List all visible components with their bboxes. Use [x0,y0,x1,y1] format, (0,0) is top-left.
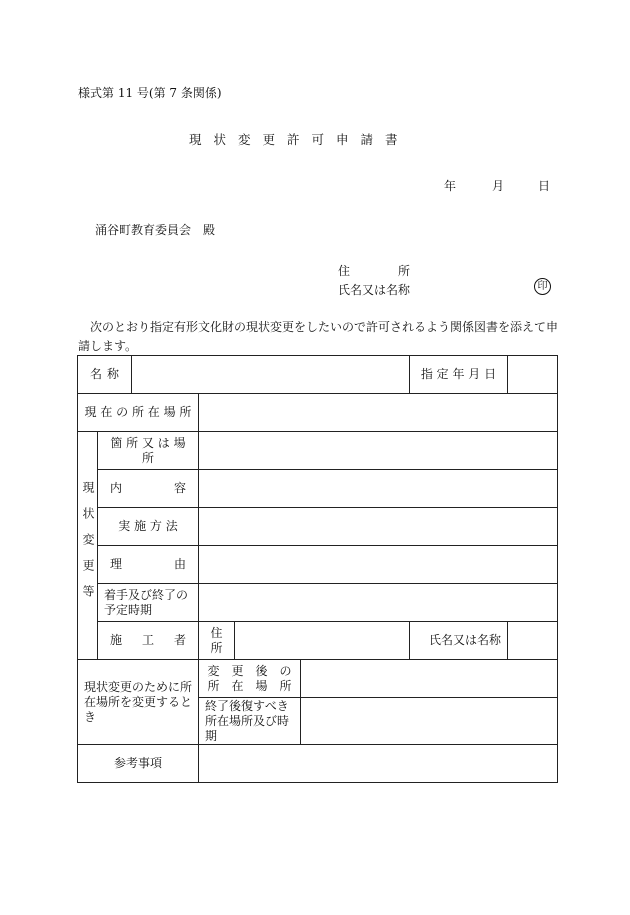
method-label: 実 施 方 法 [98,508,199,546]
date-year-label: 年 [444,179,457,193]
reason-value[interactable] [199,546,558,584]
contractor-address-label: 住 所 [199,622,235,660]
contractor-label-2: 工 [141,633,154,647]
request-statement: 次のとおり指定有形文化財の現状変更をしたいので許可されるよう関係図書を添えて申請します。 [78,320,559,353]
seal-mark: 印 [534,278,551,295]
schedule-label: 着手及び終了の予定時期 [98,584,199,622]
contractor-name-value[interactable] [508,622,558,660]
application-table [77,355,558,783]
restore-value[interactable] [301,698,558,745]
name-label-2: 称 [106,367,119,381]
reference-label: 参考事項 [78,745,199,783]
reason-label-1: 理 [110,557,123,571]
date-day-label: 日 [538,179,551,193]
applicant-address-label-1: 住 [338,264,351,278]
date-month-label: 月 [492,179,505,193]
name-label-1: 名 [90,367,103,381]
location-label: 箇 所 又 は 場 所 [98,432,199,470]
reason-label-2: 由 [173,557,186,571]
restore-label: 終了後復すべき所在場所及び時期 [199,698,301,745]
new-location-label-2: 所 在 場 所 [207,678,292,693]
reference-value[interactable] [199,745,558,783]
contractor-label-cell [98,622,199,660]
schedule-value[interactable] [199,584,558,622]
contractor-label-3: 者 [173,633,186,647]
contractor-address-value[interactable] [235,622,410,660]
new-location-label-cell [199,660,301,698]
recipient: 涌谷町教育委員会 殿 [95,223,216,237]
new-location-value[interactable] [301,660,558,698]
relocation-label: 現状変更のために所在場所を変更するとき [78,660,199,745]
change-group-label: 現状変更等 [78,432,98,660]
current-location-label: 現 在 の 所 在 場 所 [78,394,199,432]
designation-date-value[interactable] [508,356,558,394]
content-label-2: 容 [173,481,186,495]
location-value[interactable] [199,432,558,470]
name-label-cell [78,356,132,394]
content-value[interactable] [199,470,558,508]
reason-label-cell [98,546,199,584]
designation-date-label: 指 定 年 月 日 [410,356,508,394]
content-label-cell [98,470,199,508]
method-value[interactable] [199,508,558,546]
content-label-1: 内 [110,481,123,495]
new-location-label-1: 変 更 後 の [207,663,292,678]
contractor-name-label: 氏名又は名称 [410,622,508,660]
applicant-address-label-2: 所 [398,264,411,278]
page-title: 現状変更許可申請書 [189,132,410,147]
current-location-value[interactable] [199,394,558,432]
name-value[interactable] [132,356,410,394]
contractor-label-1: 施 [110,633,123,647]
form-number: 様式第 11 号(第 7 条関係) [78,86,222,100]
applicant-name-label: 氏名又は名称 [338,283,411,297]
